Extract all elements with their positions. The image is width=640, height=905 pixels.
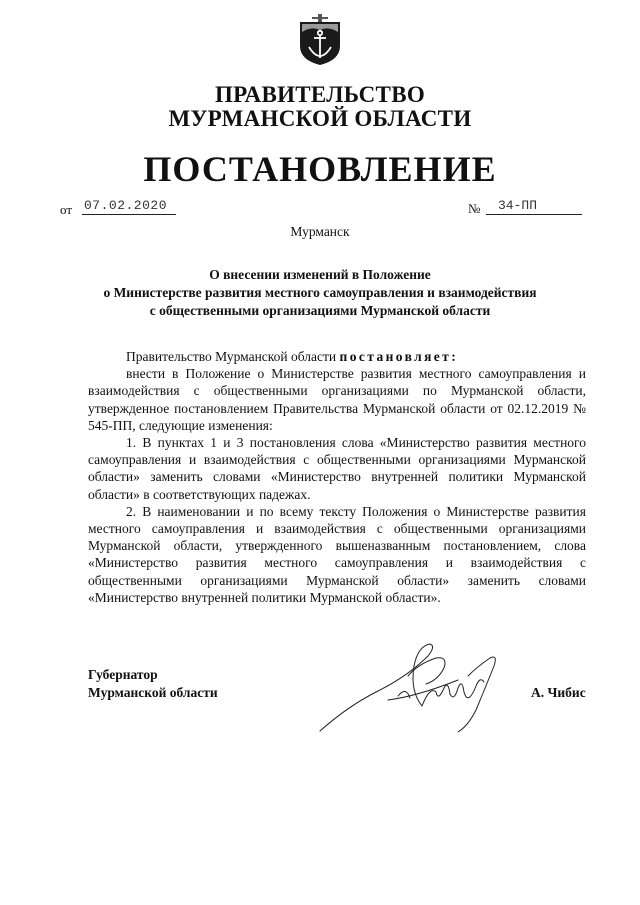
coat-of-arms-icon [298,12,342,66]
document-number: 34-ПП [498,198,538,213]
intro-lead: Правительство Мурманской области [126,349,340,364]
paragraph-item-2: 2. В наименовании и по всему тексту Положения о Министерстве развития местного самоуправления и взаимодействия с общественными организациями Мурманской области, утвержденного вышеназванным постановлением, слова «Министерство развития местного самоуправления и взаимодействия с общественными организациями Мурманской области» заменить словами «Министерство внутренней политики Мурманской области». [88,503,586,605]
date-prefix: от [60,202,73,217]
document-body [88,348,586,606]
subject-line1: О внесении изменений в Положение [209,267,431,282]
document-number-field [468,198,584,216]
city-name: Мурманск [290,224,350,239]
number-underline [486,214,582,215]
handwritten-signature [318,636,518,736]
signatory-title-line2: Мурманской области [88,685,218,700]
document-type-title: ПОСТАНОВЛЕНИЕ [143,149,497,189]
organization-name-line1: ПРАВИТЕЛЬСТВО [214,82,426,107]
subject-line3: с общественными организациями Мурманской области [149,303,491,318]
intro-resolves: постановляет: [339,349,459,364]
document-date-field [60,198,178,216]
organization-name-line2: МУРМАНСКОЙ ОБЛАСТИ [168,106,472,131]
signatory-name: А. Чибис [531,685,586,700]
number-prefix: № [468,201,481,216]
signatory-title-line1: Губернатор [88,667,158,682]
subject-line2: о Министерстве развития местного самоуправления и взаимодействия [103,285,537,300]
paragraph-amendment: внести в Положение о Министерстве развития местного самоуправления и взаимодействия с общественными организациями по Мурманской области, утвержденное постановлением Правительства Мурманской области от 02.12.2019 № 545-ПП, следующие изменения: [88,366,586,433]
document-date: 07.02.2020 [84,198,168,213]
intro-paragraph [88,348,586,365]
paragraph-item-1: 1. В пунктах 1 и 3 постановления слова «Министерство развития местного самоуправления и взаимодействия с общественными организациями Мурманской области» заменить словами «Министерство внутренней политики Мурманской области» в соответствующих падежах. [88,435,586,502]
date-underline [82,214,176,215]
